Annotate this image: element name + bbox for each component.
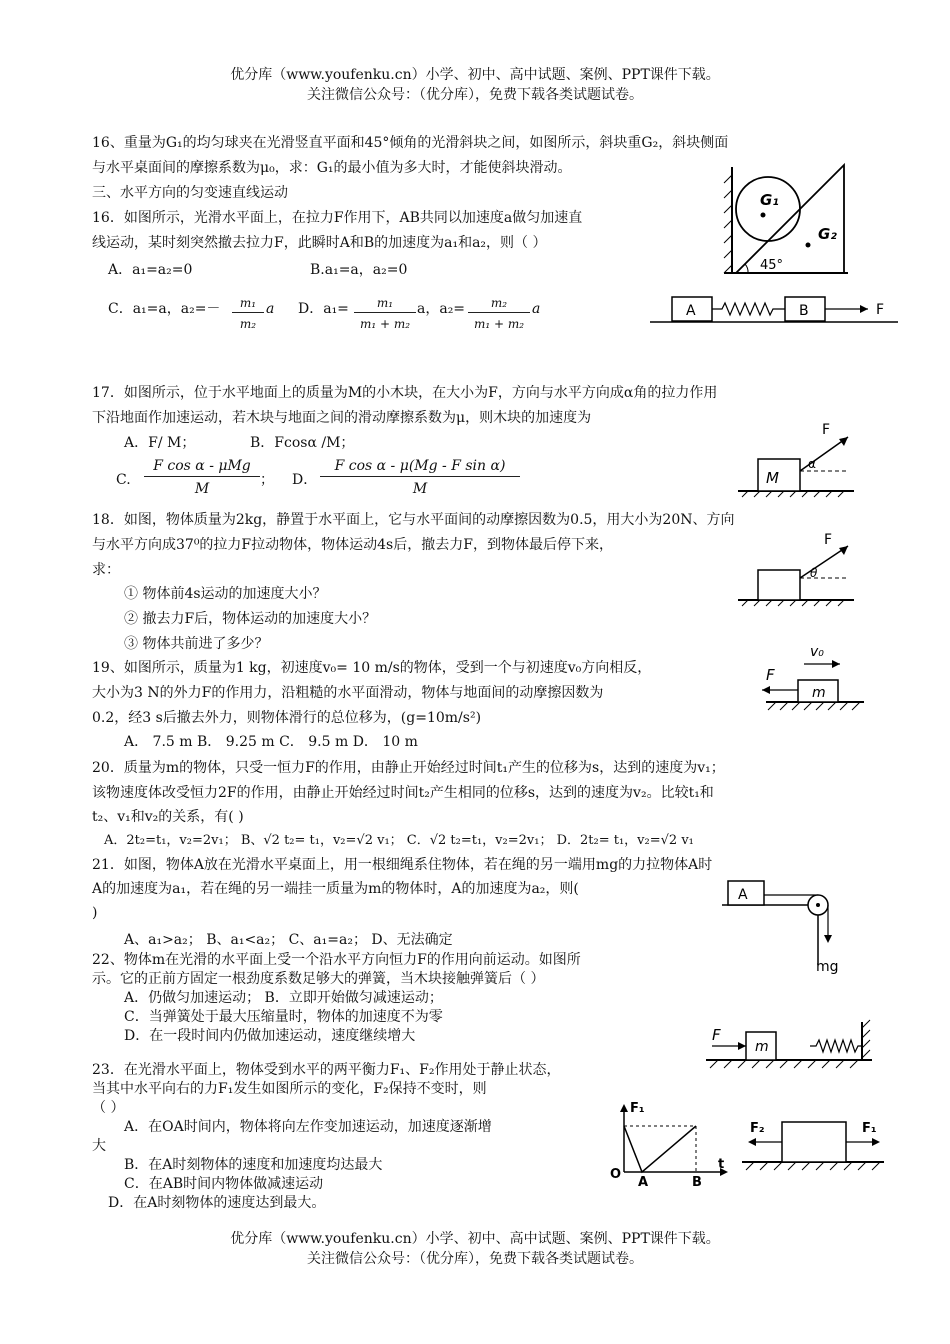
q18-force-label: F (824, 532, 833, 548)
graph-x-axis-label: t (718, 1157, 725, 1172)
q16b-frac-c (232, 296, 264, 331)
frac-d2-suffix: a (532, 301, 541, 317)
q23-option-a-line2: 大 (92, 1138, 106, 1154)
q17-option-a: A．F/ M； (124, 435, 196, 451)
q16a-line2: 与水平桌面间的摩擦系数为μ₀，求：G₁的最小值为多大时，才能使斜块滑动。 (92, 160, 572, 176)
q17-figure (738, 415, 858, 497)
q19-line2: 大小为3 N的外力F的作用力，沿粗糙的水平面滑动，物体与地面间的动摩擦因数为 (92, 685, 604, 701)
q17-angle-label: α (808, 457, 816, 471)
q16b-option-a: A．a₁=a₂=0 (108, 262, 193, 278)
q18-sub2: ② 撤去力F后，物体运动的加速度大小？ (124, 611, 377, 627)
q16b-line1: 16．如图所示，光滑水平面上，在拉力F作用下，AB共同以加速度a做匀加速直 (92, 210, 583, 226)
q19-mass-label: m (812, 685, 826, 701)
block-b-label: B (799, 303, 809, 319)
graph-point-a-label: A (638, 1175, 649, 1190)
section-title: 三、水平方向的匀变速直线运动 (92, 185, 288, 201)
header-line-2: 关注微信公众号：（优分库），免费下载各类试题试卷。 (307, 87, 643, 103)
graph-origin-label: O (610, 1167, 622, 1182)
q17-separator: ； (260, 472, 274, 488)
q23-line3: （ ） (92, 1100, 125, 1116)
force-label: F (876, 302, 885, 318)
q19-force-label: F (766, 666, 775, 684)
q16a-figure (722, 165, 852, 281)
q17-frac-d (320, 458, 520, 497)
frac-d1-num: m₁ (354, 296, 416, 313)
q19-velocity-label: v₀ (810, 644, 824, 660)
q18-figure (738, 530, 858, 608)
q22-mass-label: m (755, 1039, 769, 1055)
q18-sub1: ① 物体前4s运动的加速度大小？ (124, 586, 327, 602)
q16b-figure (650, 292, 900, 328)
q17-frac-d-den: M (412, 481, 428, 497)
q18-angle-label: θ (810, 566, 818, 580)
q23-graph (604, 1098, 734, 1190)
q20-line3: t₂、v₁和v₂的关系，有( ) (92, 809, 244, 825)
q17-frac-c-num: F cos α - μMg (144, 458, 260, 477)
q22-figure (702, 1014, 882, 1072)
q23-option-c: C．在AB时间内物体做减速运动 (124, 1176, 324, 1192)
q22-option-c: C．当弹簧处于最大压缩量时，物体的加速度不为零 (124, 1009, 443, 1025)
q16b-option-d: D．a₁= (298, 301, 349, 317)
graph-point-b-label: B (692, 1175, 702, 1190)
q17-force-label: F (822, 422, 831, 438)
block-a-label: A (686, 303, 696, 319)
q17-option-d: D． (292, 472, 318, 488)
footer-line-2: 关注微信公众号：（优分库），免费下载各类试题试卷。 (307, 1251, 643, 1267)
q16b-option-b: B.a₁=a，a₂=0 (310, 262, 408, 278)
label-g2: G₂ (818, 225, 837, 243)
q19-line3: 0.2，经3 s后撤去外力，则物体滑行的总位移为，(g=10m/s²) (92, 710, 482, 726)
frac-c-den: m₂ (239, 317, 257, 331)
q16b-line2: 线运动，某时刻突然撤去拉力F，此瞬时A和B的加速度为a₁和a₂，则（ ） (92, 235, 547, 251)
q19-figure (758, 642, 868, 714)
q19-options: A． 7.5 m B． 9.25 m C． 9.5 m D． 10 m (124, 734, 418, 750)
q16b-frac-d1 (354, 296, 416, 331)
q18-sub3: ③ 物体共前进了多少？ (124, 636, 269, 652)
q16b-option-c: C．a₁=a，a₂=－ (108, 301, 221, 317)
q16b-option-d-mid: a，a₂= (417, 301, 466, 317)
q17-line1: 17．如图所示，位于水平地面上的质量为M的小木块，在大小为F，方向与水平方向成α角的拉力作用 (92, 385, 718, 401)
q23-f1-label: F₁ (862, 1121, 877, 1136)
q22-line2: 示。它的正前方固定一根劲度系数足够大的弹簧，当木块接触弹簧后（ ） (92, 971, 545, 987)
graph-y-axis-label: F₁ (630, 1101, 645, 1116)
q23-figure (738, 1110, 888, 1172)
footer-line-1: 优分库（www.youfenku.cn）小学、初中、高中试题、案例、PPT课件下载。 (230, 1231, 720, 1247)
q19-line1: 19、如图所示，质量为1 kg，初速度v₀= 10 m/s的物体，受到一个与初速度v₀方向相反， (92, 660, 652, 676)
q17-frac-c-den: M (194, 481, 210, 497)
q16a-line1: 16、重量为G₁的均匀球夹在光滑竖直平面和45°倾角的光滑斜块之间，如图所示，斜块重G₂，斜块侧面 (92, 135, 729, 151)
frac-c-num: m₁ (232, 296, 264, 313)
q21-line2: A的加速度为a₁，若在绳的另一端挂一质量为m的物体时，A的加速度为a₂，则( (92, 881, 579, 897)
q18-line3: 求： (92, 562, 120, 578)
q21-figure (720, 875, 840, 983)
q21-line3: ) (92, 905, 98, 921)
q17-frac-d-num: F cos α - μ(Mg - F sin α) (320, 458, 520, 477)
q17-line2: 下沿地面作加速运动，若木块与地面之间的滑动摩擦系数为μ，则木块的加速度为 (92, 410, 592, 426)
frac-d2-num: m₂ (468, 296, 530, 313)
q17-mass-label: M (766, 469, 779, 487)
q21-weight-label: mg (816, 959, 839, 975)
frac-d2-den: m₁ + m₂ (473, 317, 525, 331)
q22-option-d: D．在一段时间内仍做加速运动，速度继续增大 (124, 1028, 416, 1044)
q22-force-label: F (712, 1026, 721, 1044)
q17-option-c: C. (116, 472, 131, 488)
q20-line1: 20．质量为m的物体，只受一恒力F的作用，由静止开始经过时间t₁产生的位移为s，达到的速度为v₁； (92, 760, 725, 776)
q23-f2-label: F₂ (750, 1121, 765, 1136)
q22-line1: 22、物体m在光滑的水平面上受一个沿水平方向恒力F的作用向前运动。如图所 (92, 952, 581, 968)
q17-option-b: B．Fcosα /M； (250, 435, 355, 451)
frac-d1-den: m₁ + m₂ (359, 317, 411, 331)
q21-line1: 21．如图，物体A放在光滑水平桌面上，用一根细绳系住物体，若在绳的另一端用mg的力拉物体A时 (92, 857, 713, 873)
q21-block-label: A (738, 887, 748, 903)
q23-option-b: B．在A时刻物体的速度和加速度均达最大 (124, 1157, 383, 1173)
frac-c-suffix: a (266, 301, 275, 317)
q20-options: A．2t₂=t₁，v₂=2v₁； B、√2 t₂= t₁，v₂=√2 v₁； C．√2 t₂=t₁，v₂=2v₁； D．2t₂= t₁，v₂=√2 v₁ (104, 833, 694, 848)
q23-line1: 23．在光滑水平面上，物体受到水平的两平衡力F₁、F₂作用处于静止状态， (92, 1062, 561, 1078)
q23-line2: 当其中水平向右的力F₁发生如图所示的变化，F₂保持不变时，则 (92, 1081, 487, 1097)
q18-line1: 18．如图，物体质量为2kg，静置于水平面上，它与水平面间的动摩擦因数为0.5，用大小为20N、方向 (92, 512, 735, 528)
q23-option-d: D．在A时刻物体的速度达到最大。 (108, 1195, 326, 1211)
q20-line2: 该物速度体改受恒力2F的作用，由静止开始经过时间t₂产生相同的位移s，达到的速度为v₂。比较t₁和 (92, 785, 714, 801)
q17-frac-c (144, 458, 260, 497)
q22-option-ab: A．仍做匀加速运动； B．立即开始做匀减速运动； (124, 990, 443, 1006)
header-line-1: 优分库（www.youfenku.cn）小学、初中、高中试题、案例、PPT课件下载。 (230, 67, 720, 83)
label-g1: G₁ (760, 191, 779, 209)
q16b-frac-d2 (468, 296, 530, 331)
q21-options: A、a₁>a₂； B、a₁<a₂； C、a₁=a₂； D、无法确定 (124, 932, 453, 948)
q23-option-a-line1: A．在OA时间内，物体将向左作变加速运动，加速度逐渐增 (124, 1119, 492, 1135)
q18-line2: 与水平方向成37⁰的拉力F拉动物体，物体运动4s后，撤去力F，到物体最后停下来， (92, 537, 613, 553)
label-angle: 45° (760, 258, 784, 273)
